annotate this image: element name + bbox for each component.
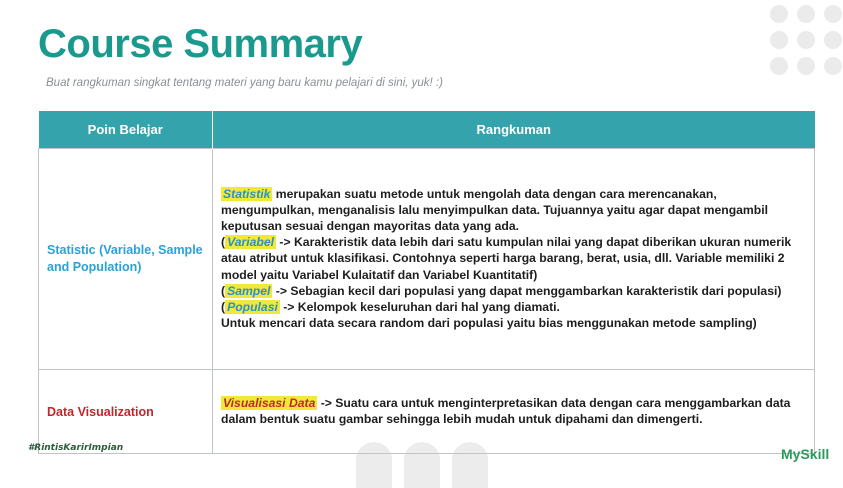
table-header-row — [39, 111, 815, 149]
hashtag-label: #RintisKarirImpian — [28, 443, 124, 453]
highlight-term-variabel: Variabel — [227, 235, 275, 250]
paragraph-visualisasi — [221, 395, 806, 427]
dot-shape — [824, 5, 842, 23]
paragraph-populasi: ( Populasi -> Kelompok keseluruhan dari hal yang diamati. — [221, 300, 560, 314]
paragraph-closing: Untuk mencari data secara random dari populasi yaitu bias menggunakan metode sampling) — [221, 316, 757, 331]
column-header-rangkuman: Rangkuman — [213, 111, 815, 149]
dot-shape — [770, 57, 788, 75]
summary-table — [38, 111, 815, 454]
dot-shape — [770, 31, 788, 49]
page-subtitle: Buat rangkuman singkat tentang materi yang baru kamu pelajari di sini, yuk! :) — [46, 77, 443, 89]
rangkuman-cell — [213, 370, 815, 454]
column-header-poin: Poin Belajar — [39, 111, 213, 149]
populasi-text: -> Kelompok keseluruhan dari hal yang diamati. — [279, 300, 560, 314]
dot-shape — [797, 31, 815, 49]
decorative-dots — [770, 5, 842, 77]
highlight-term-populasi: Populasi — [227, 300, 278, 314]
dot-shape — [824, 57, 842, 75]
highlight-term-visualisasi: Visualisasi Data — [223, 395, 316, 410]
statistik-text: merupakan suatu metode untuk mengolah data dengan cara merencanakan, mengumpulkan, menganalisis lalu menyimpulkan data. Tujuannya yaitu agar dapat mengambil keputusan sesuai dengan mayoritas data yang ada. — [221, 186, 768, 233]
sampel-text: -> Sebagian kecil dari populasi yang dapat menggambarkan karakteristik dari populasi) — [272, 283, 782, 298]
paragraph-variabel: ( Variabel -> Karakteristik data lebih dari satu kumpulan nilai yang dapat diberikan ukuran numerik atau atribut untuk klasifikasi. Contohnya seperti harga barang, berat, usia, dll. Variable memiliki 2 model yaitu Variabel Kulaitatif dan Variabel Kuantitatif) — [221, 235, 792, 282]
paragraph-statistik — [221, 186, 806, 235]
dot-shape — [824, 31, 842, 49]
dot-shape — [770, 5, 788, 23]
poin-cell: Statistic (Variable, Sample and Population) — [39, 149, 213, 370]
page-title: Course Summary — [38, 22, 363, 66]
table-row — [39, 149, 815, 370]
highlight-term-sampel: Sampel — [227, 283, 271, 298]
visualisasi-text: -> Suatu cara untuk menginterpretasikan data dengan cara menggambarkan data dalam bentuk suatu gambar sehingga lebih mudah untuk dipahami dan dimengerti. — [221, 395, 791, 426]
dot-shape — [797, 57, 815, 75]
myskill-logo: MySkill — [781, 446, 830, 462]
highlight-term-statistik: Statistik — [223, 186, 271, 201]
rangkuman-cell — [213, 149, 815, 370]
variabel-text: -> Karakteristik data lebih dari satu kumpulan nilai yang dapat diberikan ukuran numerik atau atribut untuk klasifikasi. Contohnya seperti harga barang, berat, usia, dll. Variable memiliki 2 model yaitu Variabel Kulaitatif dan Variabel Kuantitatif) — [221, 235, 792, 282]
poin-cell: Data Visualization — [39, 370, 213, 454]
table-row — [39, 370, 815, 454]
dot-shape — [797, 5, 815, 23]
paragraph-sampel: ( Sampel -> Sebagian kecil dari populasi yang dapat menggambarkan karakteristik dari populasi) — [221, 283, 782, 298]
